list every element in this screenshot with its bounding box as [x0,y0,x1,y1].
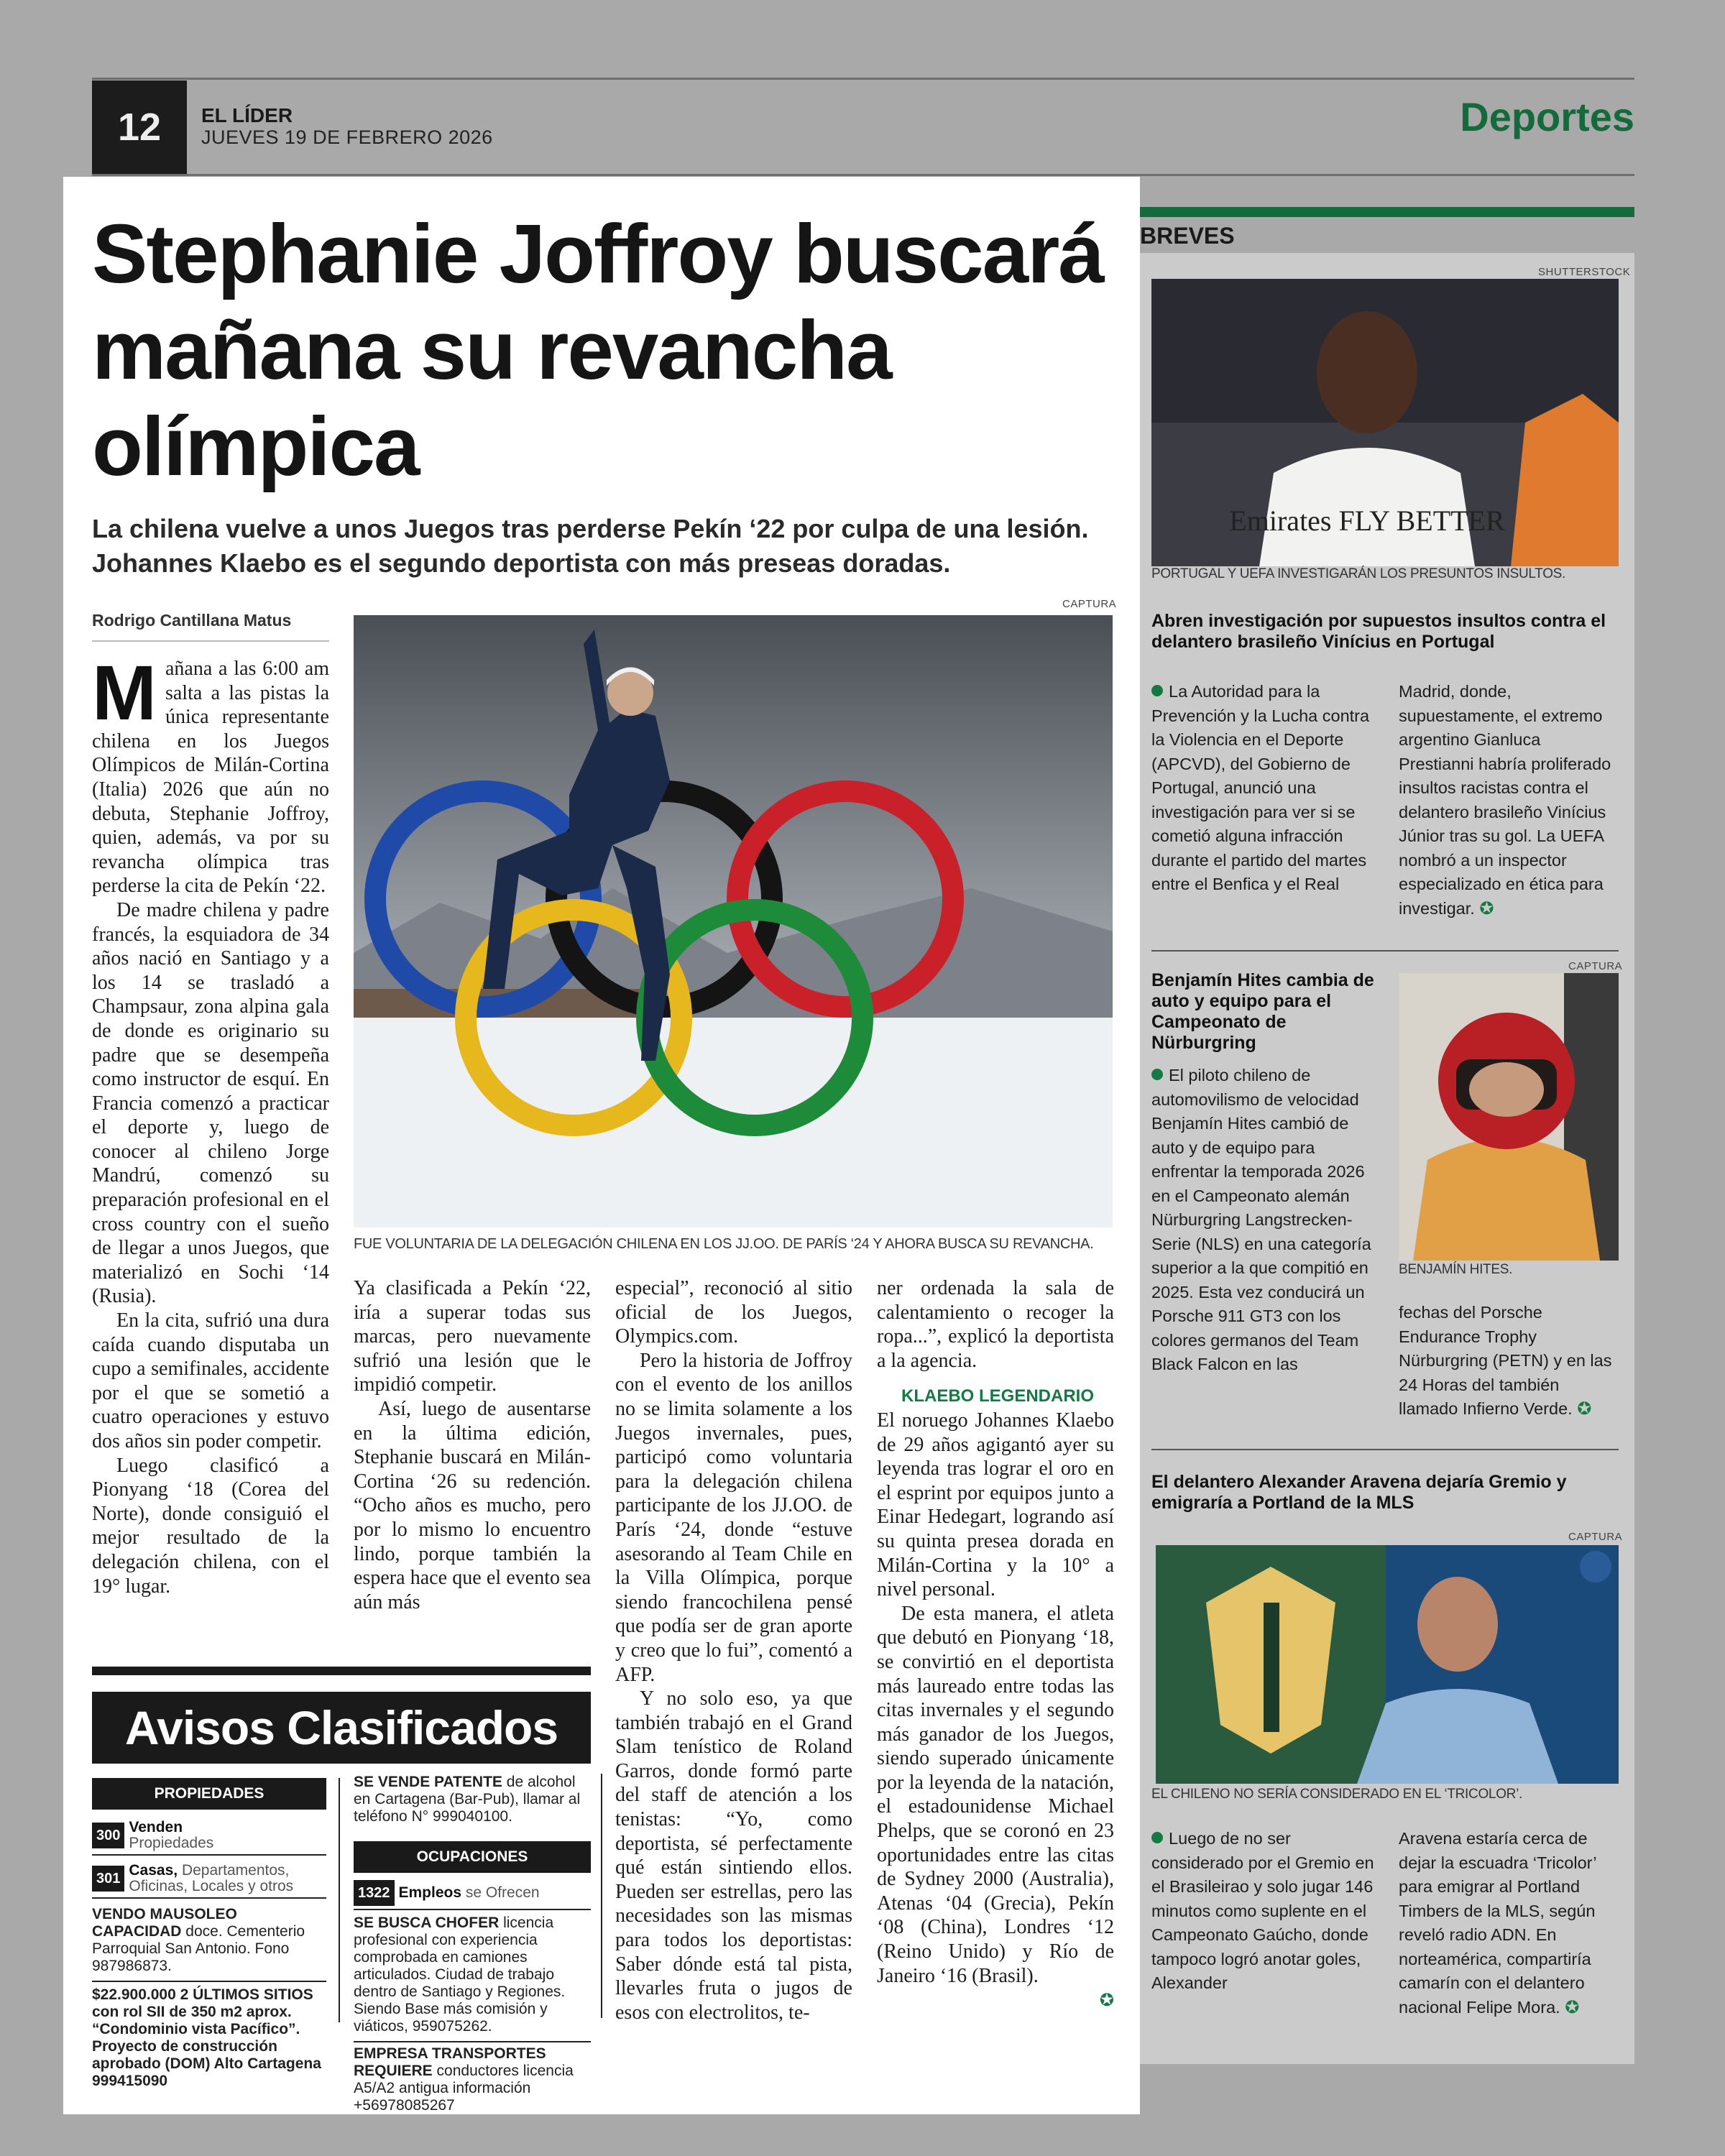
bullet-icon [1151,1069,1163,1080]
brief-body: Aravena estaría cerca de dejar la escuadra ‘Tricolor’ para emigrar al Portland Timbers de la MLS, según reveló radio ADN. En norteamérica, compartiría camarín con el delantero nacional Felipe Mora. [1399,1829,1596,2017]
ad-body: doce. Cementerio Parroquial San Antonio. Fono 987986873. [92,1923,305,1974]
shirt-sponsor-text: Emirates FLY BETTER [1229,505,1505,537]
drop-cap: M [92,649,157,736]
category-title: Venden [129,1819,183,1835]
end-mark-icon: ✪ [1099,1991,1114,2011]
brief-body: El piloto chileno de automovilismo de velocidad Benjamín Hites cambió de auto y de equipo para enfrentar la temporada 2026 en el Campeonato alemán Nürburgring Langstrecken-Serie (NLS) en una categoría superior a la que compitió en 2025. Esta vez conducirá un Porsche 911 GT3 con los colores germanos del Team Black Falcon en las [1151,1066,1371,1373]
paragraph: De esta manera, el atleta que debutó en Pionyang ‘18, se convirtió en el deportista más laureado entre todas las citas invernales y el segundo más ganador de los Juegos, siendo superado únicamente por la leyenda de la natación, el estadounidense Michael Phelps, que se coronó en 23 oportunidades entre las citas de Sydney 2000 (Australia), Atenas ‘04 (Grecia), Pekín ‘08 (China), Londres ‘12 (Reino Unido) y Río de Janeiro ‘16 (Brasil). [877,1602,1114,1987]
propiedades-column [92,1820,326,2090]
brief-text-right [1399,1827,1619,2019]
category-code: 301 [92,1866,124,1892]
category-1322 [354,1880,591,1910]
brief-photo-caption: EL CHILENO NO SERÍA CONSIDERADO EN EL ‘TRICOLOR’. [1151,1787,1523,1802]
publication-name: EL LÍDER [201,104,293,126]
article-column-2 [354,1276,591,1614]
bullet-icon [1151,1832,1163,1843]
brief-photo-caption: BENJAMÍN HITES. [1399,1262,1513,1277]
section-subhead: KLAEBO LEGENDARIO [901,1386,1095,1406]
paragraph: El noruego Johannes Klaebo de 29 años agigantó ayer su leyenda tras lograr el oro en el esprint por equipos junto a Einar Hedegart, logrando así su quinta presea dorada en Milán-Cortina y la 10° a nivel personal. [877,1409,1114,1601]
ad-lead: SE VENDE PATENTE [354,1774,502,1790]
paragraph: Y no solo eso, ya que también trabajó en el Grand Slam tenístico de Roland Garros, donde formó parte del staff de atención a los tenistas: “Yo, como deportista, sé perfectamente qué están sintiendo ellos. Pueden ser estrellas, pero las necesidades son las mismas para todos los deportistas: Saber dónde está tal pista, llevarles fruta o jugos de esos con electrolitos, te- [615,1687,852,2024]
photo-credit: CAPTURA [1568,960,1623,972]
brief-body: fechas del Porsche Endurance Trophy Nürburgring (PETN) y en las 24 Horas del también llamado Infierno Verde. [1399,1303,1612,1418]
paragraph: Ya clasificada a Pekín ‘22, iría a superar todas sus marcas, pero nuevamente sufrió una lesión que le impidió competir. [354,1277,591,1396]
paragraph: Pero la historia de Joffroy con el evento de los anillos no se limita solamente a los Juegos invernales, pues, participó como voluntaria para la delegación chilena participante de los JJ.OO. de París ‘24, donde “estuve asesorando al Team Chile en la Villa Olímpica, porque siendo francochilena pensé que podía ser de gran aporte y creo que lo fui”, comentó a AFP. [615,1349,852,1686]
brief-text-right [1399,1301,1619,1422]
header-bottom-rule [92,174,1634,176]
article-headline: Stephanie Joffroy buscará mañana su revancha olímpica [92,207,1103,493]
brief-headline: Benjamín Hites cambia de auto y equipo para el Campeonato de Nürburgring [1151,970,1374,1053]
brief-text-left [1151,680,1384,897]
ocupaciones-ads [354,1880,591,2114]
brief-photo-caption: PORTUGAL Y UEFA INVESTIGARÁN LOS PRESUNTOS INSULTOS. [1151,566,1566,581]
main-photo-caption: FUE VOLUNTARIA DE LA DELEGACIÓN CHILENA EN LOS JJ.OO. DE PARÍS ‘24 Y AHORA BUSCA SU REVANCHA. [354,1236,1094,1252]
photo-credit: CAPTURA [1062,598,1117,610]
header-top-rule [92,78,1634,80]
hites-photo [1399,973,1619,1261]
column-divider [339,1778,340,2022]
classified-ad [354,1774,591,1825]
ad-lead: VENDO MAUSOLEO CAPACIDAD [92,1906,237,1940]
paragraph: Luego clasificó a Pionyang ‘18 (Corea del Norte), donde consiguió el mejor resultado de la delegación chilena, con el 19° lugar. [92,1454,329,1598]
article-byline: Rodrigo Cantillana Matus [92,611,329,642]
classified-ad [92,1906,326,1975]
classified-ad [354,2041,591,2114]
brief-body: La Autoridad para la Prevención y la Lucha contra la Violencia en el Deporte (APCVD), del Gobierno de Portugal, anunció una investigación para ver si se cometió alguna infracción durante el partido del martes entre el Benfica y el Real [1151,682,1370,893]
end-mark-icon: ✪ [1479,898,1494,918]
article-column-3 [615,1276,852,2024]
article-deck: La chilena vuelve a unos Juegos tras perderse Pekín ‘22 por culpa de una lesión. Johannes Klaebo es el segundo deportista con más preseas doradas. [92,514,1089,578]
aravena-photo [1156,1545,1619,1784]
section-title: Deportes [1460,94,1634,139]
main-photo [354,615,1113,1227]
ocupaciones-header: OCUPACIONES [354,1841,591,1873]
issue-date: JUEVES 19 DE FEBRERO 2026 [201,126,493,148]
ad-body: conductores licencia A5/A2 antigua información +56978085267 [354,2063,574,2114]
sidebar-briefs [1140,253,1634,2064]
column-divider [601,1774,602,2018]
article-column-1 [92,649,329,1598]
soccer-player-photo [1156,1545,1619,1784]
ad-body: de alcohol en Cartagena (Bar-Pub), llamar al teléfono N° 999040100. [354,1774,581,1825]
brief-body: Luego de no ser considerado por el Gremio en el Brasileirao y solo jugar 146 minutos como suplente en el Campeonato Gaúcho, donde tampoco logró anotar goles, Alexander [1151,1829,1374,1992]
sidebar-accent-bar [1140,207,1634,217]
brief-divider [1151,1449,1619,1450]
ocupaciones-column [354,1774,591,1825]
ad-lead: SE BUSCA CHOFER [354,1915,500,1931]
driver-photo [1399,973,1619,1261]
brief-divider [1151,950,1619,952]
category-subtitle: Propiedades [129,1835,214,1851]
masthead [201,105,493,148]
brief-text-right [1399,680,1619,921]
ad-body: licencia profesional con experiencia comprobada en camiones articulados. Ciudad de trabajo dentro de Santiago y Regiones. Siendo Base más comisión y viáticos, 959075262. [354,1915,566,2035]
end-mark-icon: ✪ [1565,1997,1580,2017]
photo-credit: CAPTURA [1568,1531,1623,1543]
category-title: Casas, [129,1862,178,1879]
brief-text-left [1151,1827,1384,1996]
category-300 [92,1820,326,1856]
photo-credit: SHUTTERSTOCK [1538,266,1631,278]
paragraph: En la cita, sufrió una dura caída cuando disputaba un cupo a semifinales, accidente por el que se sometió a cuatro operaciones y estuvo dos años sin poder competir. [92,1309,329,1452]
sidebar-title: BREVES [1140,223,1235,249]
classifieds-top-bar [92,1667,591,1675]
category-subtitle: se Ofrecen [465,1884,540,1901]
bullet-icon [1151,685,1163,696]
category-subtitle: Departamentos, Oficinas, Locales y otros [129,1862,294,1894]
category-code: 300 [92,1823,124,1848]
classified-ad [354,1915,591,2035]
brief-headline: El delantero Alexander Aravena dejaría Gremio y emigraría a Portland de la MLS [1151,1472,1567,1513]
vinicius-photo [1151,279,1619,566]
category-code: 1322 [354,1880,395,1906]
paragraph: añana a las 6:00 am salta a las pistas la única representante chilena en los Juegos Olímpicos de Milán-Cortina (Italia) 2026 que aún no debuta, Stephanie Joffroy, quien, además, va por su revancha olímpica tras perderse la cita de Pekín ‘22. [92,658,329,898]
classifieds-title: Avisos Clasificados [92,1692,591,1764]
main-article [63,177,1140,2114]
brief-headline: Abren investigación por supuestos insultos contra el delantero brasileño Vinícius en Portugal [1151,611,1606,652]
category-301 [92,1863,326,1899]
brief-text-left [1151,1064,1384,1377]
player-photo [1151,279,1619,566]
paragraph: Así, luego de ausentarse en la última edición, Stephanie buscará en Milán-Cortina ‘26 su redención. “Ocho años es mucho, pero por lo mismo lo encuentro lindo, porque también la espera hace que el evento sea aún más [354,1397,591,1613]
propiedades-header: PROPIEDADES [92,1778,326,1810]
end-mark-icon: ✪ [1577,1399,1592,1419]
paragraph: De madre chilena y padre francés, la esquiadora de 34 años nació en Santiago y a los 14 se trasladó a Champsaur, zona alpina gala de donde es originario su padre que se desempeña como instructor de esquí. En Francia comenzó a practicar el deporte y, luego de conocer al chileno Jorge Mandrú, comenzó su preparación profesional en el cross country con el sueño de llegar a unos Juegos, que materializó en Sochi ‘14 (Rusia). [92,898,329,1308]
page-number: 12 [92,80,187,174]
classified-ad: $22.900.000 2 ÚLTIMOS SITIOS con rol SII de 350 m2 aprox. “Condominio vista Pacífico”. Proyecto de construcción aprobado (DOM) Alto Cartagena 999415090 [92,1981,326,2090]
article-column-4 [877,1276,1114,2014]
paragraph: especial”, reconoció al sitio oficial de los Juegos, Olympics.com. [615,1277,852,1348]
ad-lead: EMPRESA TRANSPORTES REQUIERE [354,2045,546,2079]
olympic-rings-photo [354,615,1113,1227]
category-title: Empleos [398,1884,462,1901]
paragraph: ner ordenada la sala de calentamiento o recoger la ropa...”, explicó la deportista a la agencia. [877,1277,1114,1372]
brief-body: Madrid, donde, supuestamente, el extremo argentino Gianluca Prestianni habría proliferado insultos racistas contra el delantero brasileño Vinícius Júnior tras su gol. La UEFA nombró a un inspector especializado en ética para investigar. [1399,682,1611,918]
